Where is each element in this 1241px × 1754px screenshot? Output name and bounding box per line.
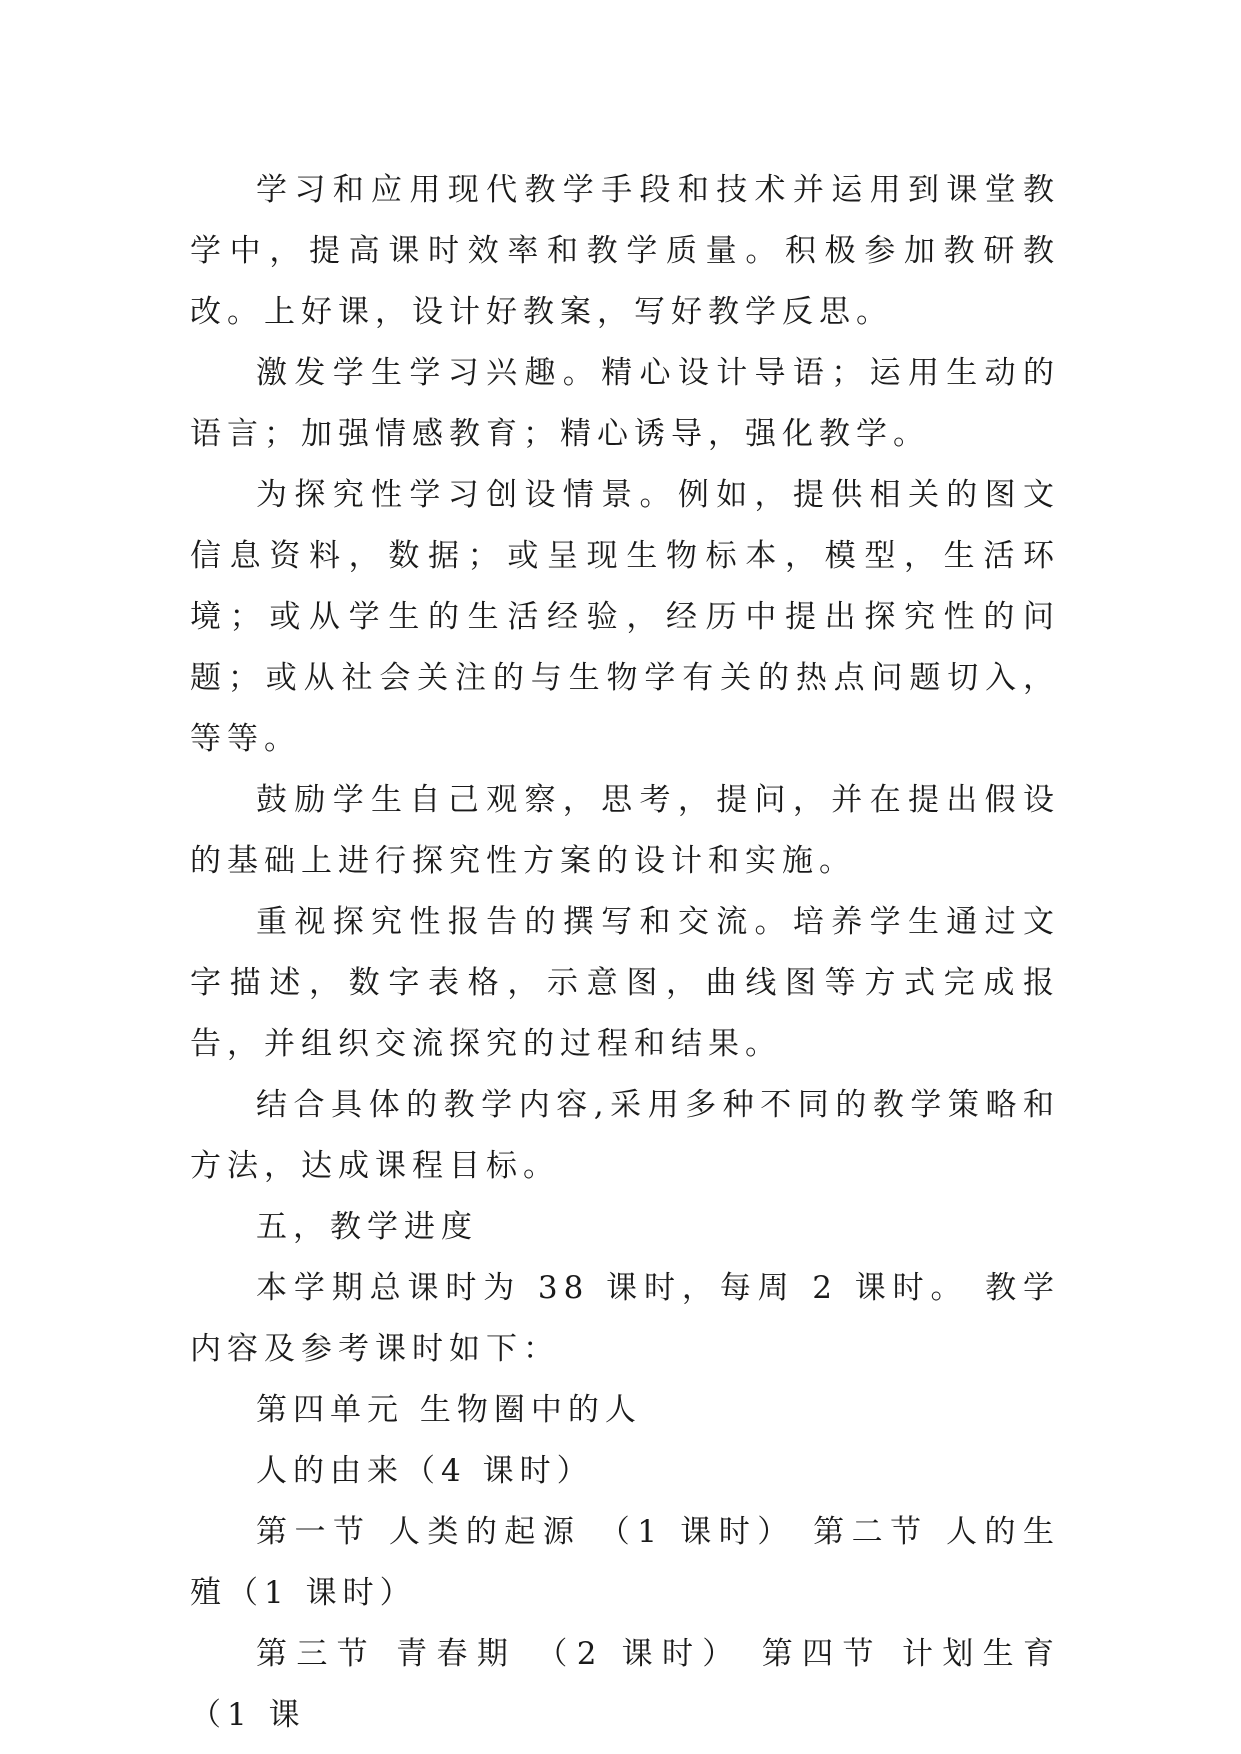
paragraph-teaching-strategies: 结合具体的教学内容,采用多种不同的教学策略和方法，达成课程目标。 xyxy=(190,1087,1060,1184)
lesson-line-1: 第一节 人类的起源 （1 课时） 第二节 人的生殖（1 课时） xyxy=(190,1514,1060,1611)
chapter-heading: 人的由来（4 课时） xyxy=(256,1453,594,1489)
paragraph-inquiry-reports: 重视探究性报告的撰写和交流。培养学生通过文字描述，数字表格，示意图，曲线图等方式完成报告，并组织交流探究的过程和结果。 xyxy=(190,904,1060,1062)
lesson-line-2: 第三节 青春期 （2 课时） 第四节 计划生育 （1 课 xyxy=(190,1636,1060,1733)
document-body xyxy=(190,160,1060,1746)
paragraph-stimulate-interest: 激发学生学习兴趣。精心设计导语；运用生动的语言；加强情感教育；精心诱导，强化教学。 xyxy=(190,355,1060,452)
unit-heading: 第四单元 生物圈中的人 xyxy=(256,1392,642,1428)
paragraph-teaching-methods: 学习和应用现代教学手段和技术并运用到课堂教学中，提高课时效率和教学质量。积极参加教研教改。上好课，设计好教案，写好教学反思。 xyxy=(190,172,1060,330)
paragraph-encourage-observation: 鼓励学生自己观察，思考，提问，并在提出假设的基础上进行探究性方案的设计和实施。 xyxy=(190,782,1060,879)
paragraph-inquiry-scenarios: 为探究性学习创设情景。例如，提供相关的图文信息资料，数据；或呈现生物标本，模型，生活环境；或从学生的生活经验，经历中提出探究性的问题；或从社会关注的与生物学有关的热点问题切入，等等。 xyxy=(190,477,1060,757)
section-heading-teaching-schedule: 五，教学进度 xyxy=(256,1209,478,1245)
paragraph-total-hours: 本学期总课时为 38 课时，每周 2 课时。 教学内容及参考课时如下： xyxy=(190,1270,1060,1367)
